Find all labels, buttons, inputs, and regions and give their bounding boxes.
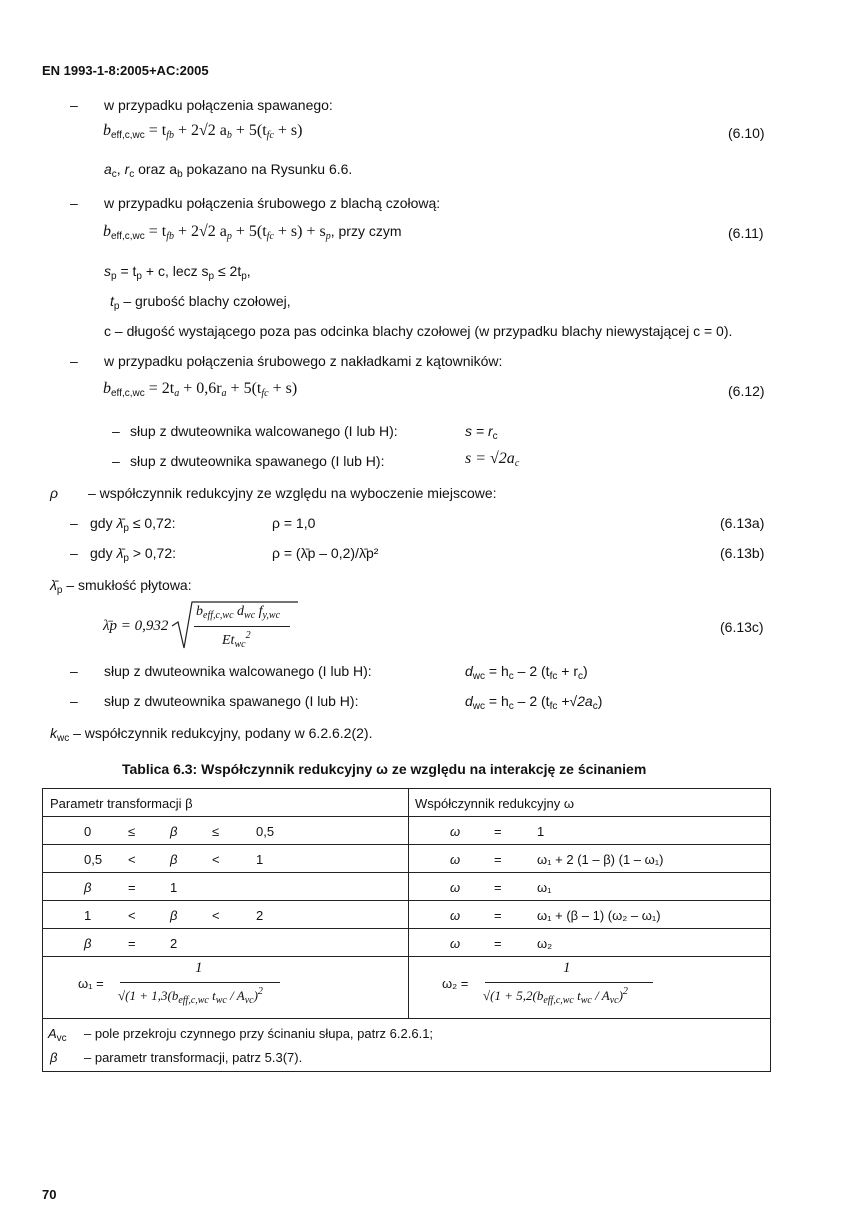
table-rule xyxy=(42,844,770,845)
row5-op1: = xyxy=(128,936,136,951)
dash-bullet: – xyxy=(70,545,78,561)
row5-w: ω xyxy=(450,936,461,951)
rolled-column-s: $s = r_c$ xyxy=(465,423,498,442)
page-number: 70 xyxy=(42,1187,57,1202)
avc-definition: – pole przekroju czynnego przy ścinaniu słupa, patrz 6.2.6.1; xyxy=(84,1026,434,1041)
equation-number-6-10: (6.10) xyxy=(728,125,765,141)
beta-definition: – parametr transformacji, patrz 5.3(7). xyxy=(84,1050,303,1065)
table-rule xyxy=(42,900,770,901)
angle-cleat-text: w przypadku połączenia śrubowego z nakładkami z kątowników: xyxy=(104,353,503,369)
row5-val: ω₂ xyxy=(537,936,553,951)
condition-1: gdy $\lambdā_p \le 0,72$: xyxy=(90,515,176,534)
equation-6-12: $b_{eff,c,wc} = 2t_a + 0,6r_a + 5(t_{fc} + s)$ xyxy=(103,380,298,399)
omega2-lhs: ω₂ = xyxy=(442,976,469,991)
col2-header: Współczynnik redukcyjny ω xyxy=(415,796,574,811)
row4-a: 1 xyxy=(84,908,92,923)
beta-symbol: β xyxy=(50,1050,58,1065)
omega2-numerator: 1 xyxy=(563,960,571,976)
bolted-endplate-text: w przypadku połączenia śrubowego z blachą czołową: xyxy=(104,195,441,211)
condition-2: gdy $\lambdā_p > 0,72$: xyxy=(90,545,177,564)
avc-symbol: $A_{vc}$ xyxy=(48,1026,67,1044)
dwc-welded-formula: $d_{wc} = h_c - 2$ $(t_{fc} +√2a_c)$ xyxy=(465,693,603,712)
lambda-formula-lhs: λ̄p = 0,932 xyxy=(103,618,169,634)
row4-val: ω₁ + (β – 1) (ω₂ – ω₁) xyxy=(537,908,661,923)
tp-definition: $t_p$ – grubość blachy czołowej, xyxy=(110,293,291,312)
row3-val: ω₁ xyxy=(537,880,552,895)
dash-bullet: – xyxy=(70,97,78,113)
row3-w: ω xyxy=(450,880,461,895)
row2-op2: < xyxy=(212,852,220,867)
row1-b: β xyxy=(170,824,178,839)
row1-val: 1 xyxy=(537,824,545,839)
dwc-rolled-label: słup z dwuteownika walcowanego (I lub H): xyxy=(104,663,372,679)
document-code: EN 1993-1-8:2005+AC:2005 xyxy=(42,63,209,78)
omega2-denominator: $√(1 + 5,2(b_{eff,c,wc}$ $t_{wc} / A_{vc})^2$ xyxy=(483,986,628,1006)
welded-connection-text: w przypadku połączenia spawanego: xyxy=(104,97,333,113)
kwc-definition: $k_{wc}$ – współczynnik redukcyjny, podany w 6.2.6.2(2). xyxy=(50,725,373,744)
row4-w: ω xyxy=(450,908,461,923)
row2-val: ω₁ + 2 (1 – β) (1 – ω₁) xyxy=(537,852,664,867)
row2-op1: < xyxy=(128,852,136,867)
equation-number-6-13c: (6.13c) xyxy=(720,619,764,635)
condition-1-value: ρ = 1,0 xyxy=(272,515,316,531)
dash-bullet: – xyxy=(70,663,78,679)
row3-eq: = xyxy=(494,880,502,895)
c-definition: c – długość wystającego poza pas odcinka blachy czołowej (w przypadku blachy niewystającej c = 0). xyxy=(104,323,733,339)
lambda-definition: $\lambdā_p$ – smukłość płytowa: xyxy=(50,577,192,596)
table-rule xyxy=(42,1018,770,1019)
row1-a: 0 xyxy=(84,824,92,839)
table-column-divider xyxy=(408,788,409,1018)
lambda-denominator: $Et_{wc}^2$ xyxy=(222,630,251,650)
omega1-denominator: $√(1 + 1,3(b_{eff,c,wc}$ $t_{wc} / A_{vc})^2$ xyxy=(118,986,263,1006)
dash-bullet: – xyxy=(70,195,78,211)
dwc-welded-label: słup z dwuteownika spawanego (I lub H): xyxy=(104,693,359,709)
row5-a: β xyxy=(84,936,92,951)
row2-a: 0,5 xyxy=(84,852,103,867)
lambda-numerator: $b_{eff,c,wc}$ $d_{wc}$ $f_{y,wc}$ xyxy=(196,604,281,621)
table-rule xyxy=(42,872,770,873)
row4-c: 2 xyxy=(256,908,264,923)
table-rule xyxy=(42,928,770,929)
row4-op1: < xyxy=(128,908,136,923)
row4-op2: < xyxy=(212,908,220,923)
row1-op2: ≤ xyxy=(212,824,220,839)
row3-op1: = xyxy=(128,880,136,895)
equation-6-10: $b_{eff,c,wc} = t_{fb} + 2√2$ $a_b + 5(t_{fc} + s)$ xyxy=(103,122,303,141)
equation-number-6-13b: (6.13b) xyxy=(720,545,765,561)
rolled-column-text: słup z dwuteownika walcowanego (I lub H): xyxy=(130,423,398,439)
dash-bullet: – xyxy=(112,423,120,439)
row2-w: ω xyxy=(450,852,461,867)
row2-eq: = xyxy=(494,852,502,867)
col1-header: Parametr transformacji β xyxy=(50,796,193,811)
dash-bullet: – xyxy=(70,693,78,709)
row4-eq: = xyxy=(494,908,502,923)
table-rule xyxy=(42,816,770,817)
welded-column-s: $s = √2a_c$ xyxy=(465,450,520,469)
row1-op1: ≤ xyxy=(128,824,136,839)
equation-number-6-11: (6.11) xyxy=(728,225,764,241)
row5-eq: = xyxy=(494,936,502,951)
welded-column-text: słup z dwuteownika spawanego (I lub H): xyxy=(130,453,385,469)
rho-symbol: ρ xyxy=(50,485,59,501)
dwc-rolled-formula: $d_{wc} = h_c - 2$ $(t_{fc} + r_c)$ xyxy=(465,663,588,682)
row1-eq: = xyxy=(494,824,502,839)
row2-b: β xyxy=(170,852,178,867)
dash-bullet: – xyxy=(70,515,78,531)
rho-definition: – współczynnik redukcyjny ze względu na wyboczenie miejscowe: xyxy=(88,485,497,501)
ac-note: $a_c$, $r_c$ oraz $a_b$ pokazano na Rysunku 6.6. xyxy=(104,161,353,180)
dash-bullet: – xyxy=(70,353,78,369)
fraction-bar xyxy=(194,626,290,627)
row4-b: β xyxy=(170,908,178,923)
table-rule xyxy=(42,956,770,957)
omega1-numerator: 1 xyxy=(195,960,203,976)
equation-number-6-13a: (6.13a) xyxy=(720,515,765,531)
row2-c: 1 xyxy=(256,852,264,867)
dash-bullet: – xyxy=(112,453,120,469)
condition-2-value: ρ = (λ̄p – 0,2)/λ̄p² xyxy=(272,545,379,561)
omega1-fraction-bar xyxy=(120,982,280,983)
omega1-lhs: ω₁ = xyxy=(78,976,104,991)
table-caption: Tablica 6.3: Współczynnik redukcyjny ω ze względu na interakcję ze ścinaniem xyxy=(122,761,647,777)
equation-6-11: $b_{eff,c,wc} = t_{fb} + 2√2$ $a_p + 5(t_{fc} + s) + s_p$, przy czym xyxy=(103,223,402,242)
row3-b: 1 xyxy=(170,880,178,895)
row1-c: 0,5 xyxy=(256,824,275,839)
equation-number-6-12: (6.12) xyxy=(728,383,765,399)
row3-a: β xyxy=(84,880,92,895)
sp-definition: $s_p = t_p + c$, lecz $s_p \le 2t_p$, xyxy=(104,263,251,282)
row1-w: ω xyxy=(450,824,461,839)
omega2-fraction-bar xyxy=(485,982,653,983)
row5-b: 2 xyxy=(170,936,178,951)
